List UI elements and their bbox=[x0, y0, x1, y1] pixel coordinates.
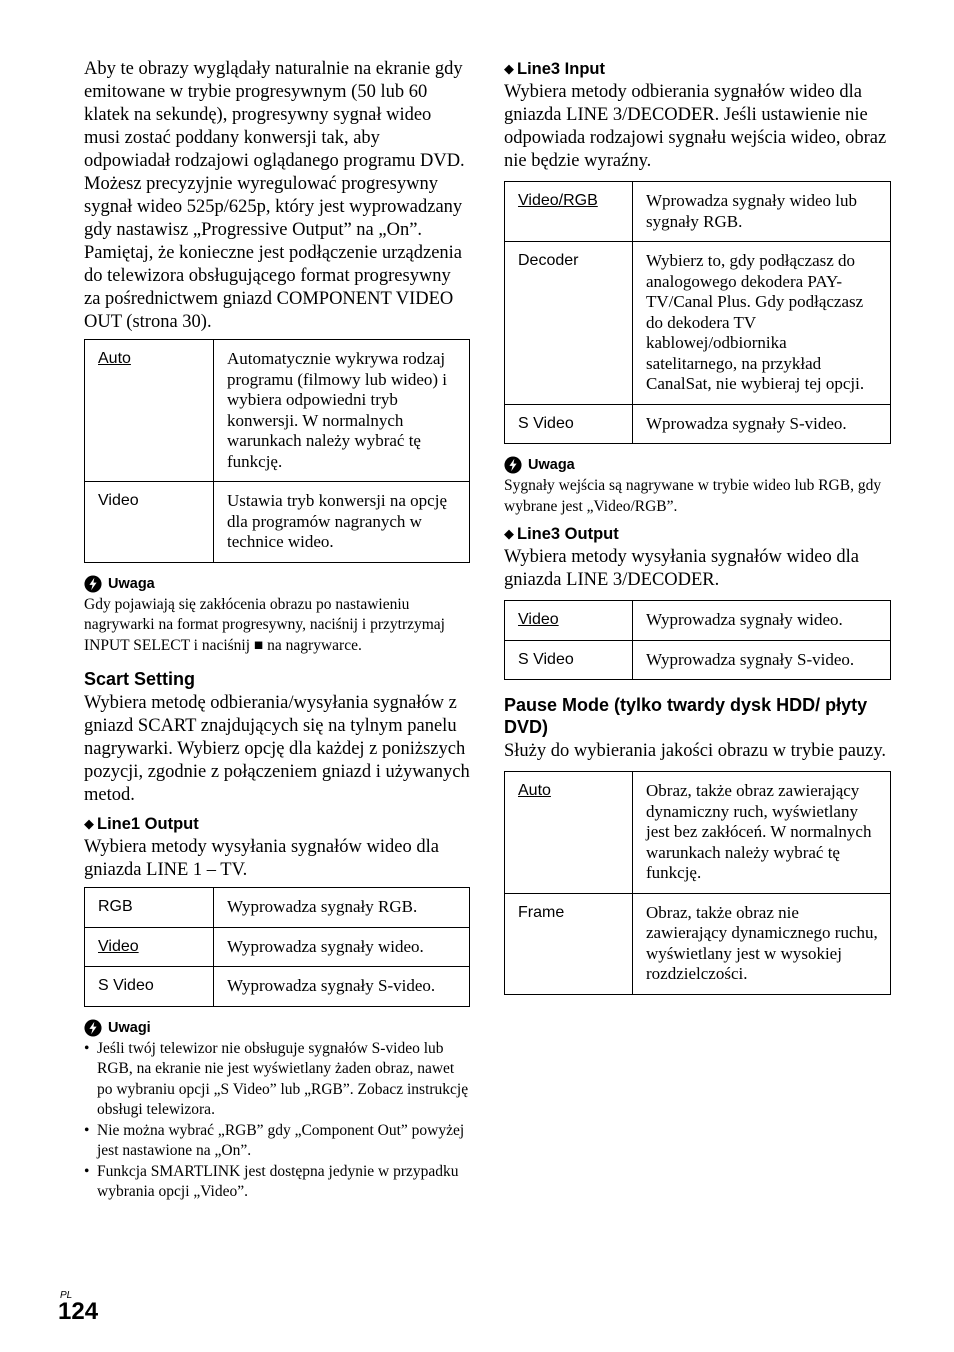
note-text: Gdy pojawiają się zakłócenia obrazu po nastawieniu nagrywarki na format progresywny, naciśnij i przytrzymaj INPUT SELECT i naciśnij ■ na nagrywarce. bbox=[84, 595, 445, 654]
diamond-bullet-icon: ◆ bbox=[84, 816, 94, 831]
right-column bbox=[504, 58, 891, 1001]
option-name bbox=[505, 182, 633, 242]
subsection-title-line1 bbox=[84, 813, 470, 836]
left-column bbox=[84, 58, 470, 1203]
option-description: Wyprowadza sygnały RGB. bbox=[214, 888, 470, 928]
default-option-label: Auto bbox=[98, 350, 131, 367]
option-name: Frame bbox=[505, 893, 633, 994]
line3-input-table bbox=[504, 181, 891, 444]
option-description: Wprowadza sygnały wideo lub sygnały RGB. bbox=[633, 182, 891, 242]
option-description: Wyprowadza sygnały S-video. bbox=[214, 967, 470, 1007]
option-name bbox=[505, 601, 633, 641]
table-row bbox=[505, 242, 891, 405]
subsection-title-text: Line3 Output bbox=[517, 525, 619, 543]
note-bolt-icon bbox=[84, 1019, 102, 1037]
option-description: Automatycznie wykrywa rodzaj programu (filmowy lub wideo) i wybiera odpowiedni tryb konwersji. W normalnych warunkach należy wybrać tę funkcję. bbox=[214, 340, 470, 482]
diamond-bullet-icon: ◆ bbox=[504, 61, 514, 76]
default-option-label: Video bbox=[98, 937, 139, 955]
option-description: Wybierz to, gdy podłączasz do analogowego dekodera PAY-TV/Canal Plus. Gdy podłączasz do dekodera TV kablowej/odbiornika satelitarnego, na przykład CanalSat, nie wybieraj tej opcji. bbox=[633, 242, 891, 405]
note-text: Sygnały wejścia są nagrywane w trybie wideo lub RGB, gdy wybrane jest „Video/RGB”. bbox=[504, 477, 882, 515]
pause-mode-description: Służy do wybierania jakości obrazu w trybie pauzy. bbox=[504, 741, 887, 761]
list-item: • Jeśli twój telewizor nie obsługuje sygnałów S-video lub RGB, na ekranie nie jest wyświetlany żaden obraz, nawet po wybraniu opcji „S Video” lub „RGB”. Zobacz instrukcję obsługi telewizora. bbox=[84, 1039, 470, 1121]
subsection-title-line3-input bbox=[504, 58, 891, 81]
table-row bbox=[505, 404, 891, 444]
notes-title: Uwagi bbox=[108, 1019, 151, 1036]
option-name bbox=[505, 772, 633, 894]
option-name bbox=[85, 927, 214, 967]
table-row bbox=[85, 927, 470, 967]
note-title: Uwaga bbox=[528, 457, 575, 473]
page-number: 124 bbox=[58, 1298, 99, 1325]
subsection-title-text: Line1 Output bbox=[97, 815, 199, 833]
pause-mode-table bbox=[504, 771, 891, 995]
note-title: Uwaga bbox=[108, 575, 155, 592]
intro-paragraph-3: Pamiętaj, że konieczne jest podłączenie urządzenia do telewizora obsługującego format progresywny za pośrednictwem gniazd COMPONENT VIDEO OUT (strona 30). bbox=[84, 243, 463, 332]
language-code: PL bbox=[60, 1290, 73, 1301]
line3-output-table bbox=[504, 600, 891, 680]
table-row bbox=[505, 182, 891, 242]
intro-paragraph-1: Aby te obrazy wyglądały naturalnie na ekranie gdy emitowane w trybie progresywnym (50 lub 60 klatek na sekundę), progresywny sygnał wideo musi zostać poddany konwersji tak, aby odpowiadał rodzajowi oglądanego programu DVD. bbox=[84, 59, 465, 171]
subsection-title-text: Line3 Input bbox=[517, 60, 605, 78]
table-row bbox=[85, 340, 470, 482]
table-row bbox=[505, 893, 891, 994]
default-option-label: Video/RGB bbox=[518, 192, 598, 209]
line1-description: Wybiera metody wysyłania sygnałów wideo dla gniazda LINE 1 – TV. bbox=[84, 837, 439, 880]
list-item: • Nie można wybrać „RGB” gdy „Component Out” powyżej jest nastawione na „On”. bbox=[84, 1121, 470, 1162]
option-name: Decoder bbox=[505, 242, 633, 405]
note-bolt-icon bbox=[84, 575, 102, 593]
option-description: Wyprowadza sygnały wideo. bbox=[633, 601, 891, 641]
option-description: Ustawia tryb konwersji na opcję dla programów nagranych w technice wideo. bbox=[214, 482, 470, 563]
subsection-title-line3-output bbox=[504, 523, 891, 546]
line3-output-description: Wybiera metody wysyłania sygnałów wideo dla gniazda LINE 3/DECODER. bbox=[504, 547, 859, 590]
option-description: Obraz, także obraz nie zawierający dynamicznego ruchu, wyświetlany jest w wysokiej rozdzielczości. bbox=[633, 893, 891, 994]
default-option-label: Video bbox=[518, 611, 559, 628]
list-item: • Funkcja SMARTLINK jest dostępna jedynie w przypadku wybrania opcji „Video”. bbox=[84, 1162, 470, 1203]
option-name: S Video bbox=[505, 404, 633, 444]
option-name: RGB bbox=[85, 888, 214, 928]
table-row bbox=[505, 640, 891, 680]
notes-list bbox=[84, 1039, 470, 1203]
option-description: Wyprowadza sygnały S-video. bbox=[633, 640, 891, 680]
table-row bbox=[85, 482, 470, 563]
section-title-scart: Scart Setting bbox=[84, 669, 196, 689]
note-bolt-icon bbox=[504, 456, 522, 474]
diamond-bullet-icon: ◆ bbox=[504, 526, 514, 541]
table-row bbox=[505, 772, 891, 894]
intro-paragraph-2: Możesz precyzyjnie wyregulować progresywny sygnał wideo 525p/625p, który jest wyprowadzany gdy nastawisz „Progressive Output” na „On”. bbox=[84, 174, 463, 240]
table-row bbox=[505, 601, 891, 641]
option-name bbox=[85, 340, 214, 482]
notes-heading bbox=[84, 1019, 470, 1037]
note-heading bbox=[84, 575, 470, 593]
option-name: S Video bbox=[85, 967, 214, 1007]
line1-output-table bbox=[84, 887, 470, 1007]
table-row bbox=[85, 888, 470, 928]
option-description: Wyprowadza sygnały wideo. bbox=[214, 927, 470, 967]
option-description: Wprowadza sygnały S-video. bbox=[633, 404, 891, 444]
option-description: Obraz, także obraz zawierający dynamiczny ruch, wyświetlany jest bez zakłóceń. W normalnych warunkach należy wybrać tę funkcję. bbox=[633, 772, 891, 894]
default-option-label: Auto bbox=[518, 782, 551, 799]
option-name: Video bbox=[85, 482, 214, 563]
table-row bbox=[85, 967, 470, 1007]
scart-description: Wybiera metodę odbierania/wysyłania sygnałów z gniazd SCART znajdujących się na tylnym panelu nagrywarki. Wybierz opcję dla każdej z poniższych pozycji, zgodnie z połączeniem gniazd i używanych metod. bbox=[84, 693, 470, 805]
note-heading bbox=[504, 456, 891, 474]
progressive-mode-table bbox=[84, 339, 470, 563]
option-name: S Video bbox=[505, 640, 633, 680]
section-title-pause-mode: Pause Mode (tylko twardy dysk HDD/ płyty DVD) bbox=[504, 695, 868, 737]
line3-input-description: Wybiera metody odbierania sygnałów wideo dla gniazda LINE 3/DECODER. Jeśli ustawienie nie odpowiada rodzajowi sygnału wejścia wideo, obraz nie będzie wyraźny. bbox=[504, 82, 887, 171]
